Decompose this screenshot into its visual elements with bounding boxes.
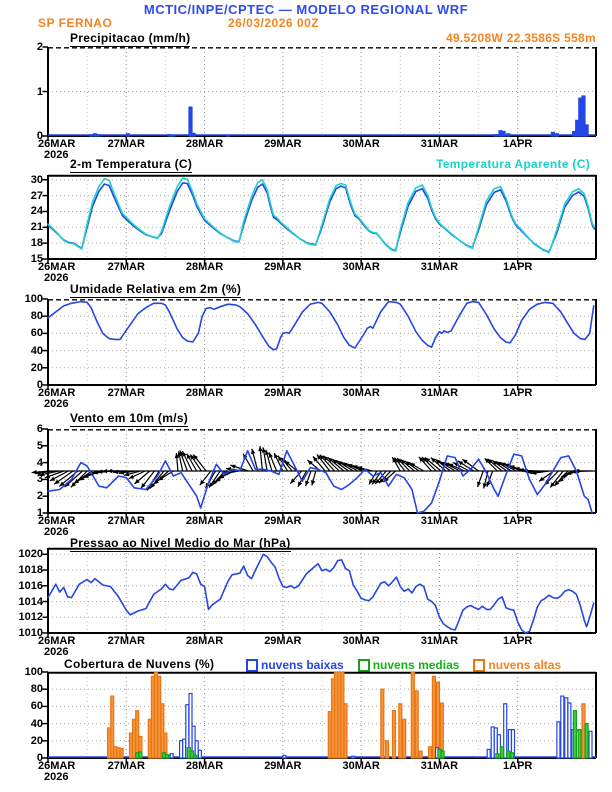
precipitation-y-tick-label: 0 bbox=[36, 130, 43, 142]
x-tick-label: 27MAR bbox=[107, 760, 145, 772]
x-tick-label: 26MAR bbox=[38, 261, 76, 273]
wind-10m-y-tick-label: 6 bbox=[36, 423, 43, 435]
relative-humidity-plot bbox=[40, 299, 600, 393]
x-tick-label: 31MAR bbox=[420, 387, 459, 399]
precipitation-y-tick-label: 2 bbox=[36, 41, 43, 53]
cloud-cover-y-tick-label: 80 bbox=[30, 683, 43, 696]
apparent-temperature-legend: Temperatura Aparente (C) bbox=[436, 157, 590, 171]
mslp-y-tick-label: 1016 bbox=[18, 579, 43, 592]
x-year-label: 2026 bbox=[44, 771, 69, 783]
high-clouds-swatch-icon bbox=[473, 659, 485, 672]
mid-clouds-swatch-icon bbox=[358, 659, 370, 672]
temperature-2m-y-tick-label: 24 bbox=[30, 205, 43, 218]
station-coordinates: 49.5208W 22.3586S 558m bbox=[445, 31, 596, 45]
humidity-title: Umidade Relativa em 2m (%) bbox=[70, 282, 242, 296]
x-tick-label: 28MAR bbox=[185, 387, 224, 399]
low-clouds-label: nuvens baixas bbox=[261, 658, 344, 672]
x-tick-label: 28MAR bbox=[185, 261, 224, 273]
x-tick-label: 31MAR bbox=[420, 760, 459, 772]
x-tick-label: 27MAR bbox=[107, 515, 145, 527]
mslp-y-tick-label: 1018 bbox=[18, 564, 43, 577]
wind-10m-y-tick-label: 4 bbox=[36, 456, 43, 469]
relative-humidity-y-tick-label: 100 bbox=[24, 293, 43, 305]
cloud-cover-y-tick-label: 60 bbox=[30, 700, 43, 713]
mslp-plot bbox=[40, 548, 600, 641]
legend-low-clouds bbox=[246, 658, 344, 672]
report-title: MCTIC/INPE/CPTEC — MODELO REGIONAL WRF bbox=[143, 2, 469, 17]
x-tick-label: 28MAR bbox=[185, 635, 224, 647]
legend-mid-clouds bbox=[358, 658, 460, 672]
x-tick-label: 1APR bbox=[503, 515, 533, 527]
x-year-label: 2026 bbox=[44, 149, 69, 161]
x-tick-label: 31MAR bbox=[420, 635, 459, 647]
cloud-legend bbox=[246, 658, 561, 672]
low-clouds-swatch-icon bbox=[246, 659, 258, 672]
wind-10m-y-tick-label: 5 bbox=[36, 439, 43, 452]
x-tick-label: 30MAR bbox=[342, 387, 380, 399]
x-tick-label: 29MAR bbox=[264, 387, 302, 399]
station-name: SP FERNAO bbox=[38, 16, 113, 30]
x-tick-label: 1APR bbox=[503, 635, 533, 647]
wind-10m-y-tick-label: 2 bbox=[36, 490, 43, 503]
cloud-cover-y-tick-label: 20 bbox=[30, 734, 43, 747]
temperature-2m-y-tick-label: 15 bbox=[30, 253, 43, 265]
temperature-2m-y-tick-label: 30 bbox=[30, 173, 43, 186]
cloud-cover-y-tick-label: 40 bbox=[30, 717, 43, 730]
x-tick-label: 30MAR bbox=[342, 138, 380, 150]
relative-humidity-y-tick-label: 80 bbox=[30, 310, 43, 323]
mid-clouds-label: nuvens medias bbox=[372, 658, 460, 672]
x-tick-label: 29MAR bbox=[264, 635, 302, 647]
precipitation-plot bbox=[40, 47, 600, 144]
x-tick-label: 1APR bbox=[503, 261, 533, 273]
x-tick-label: 30MAR bbox=[342, 261, 380, 273]
x-tick-label: 31MAR bbox=[420, 261, 459, 273]
relative-humidity-y-tick-label: 60 bbox=[30, 327, 43, 340]
mslp-y-tick-label: 1012 bbox=[18, 611, 43, 624]
cloud-cover-y-tick-label: 100 bbox=[24, 666, 43, 678]
mslp-y-tick-label: 1014 bbox=[18, 595, 43, 608]
x-tick-label: 27MAR bbox=[107, 261, 145, 273]
high-clouds-label: nuvens altas bbox=[488, 658, 562, 672]
x-tick-label: 28MAR bbox=[185, 515, 224, 527]
x-tick-label: 30MAR bbox=[342, 515, 380, 527]
x-tick-label: 30MAR bbox=[342, 635, 380, 647]
precipitation-y-tick-label: 1 bbox=[36, 85, 43, 98]
x-tick-label: 26MAR bbox=[38, 515, 76, 527]
x-tick-label: 27MAR bbox=[107, 387, 145, 399]
x-year-label: 2026 bbox=[44, 646, 69, 658]
temperature-2m-y-tick-label: 27 bbox=[30, 189, 43, 202]
model-run-datetime: 26/03/2026 00Z bbox=[228, 16, 320, 30]
wind-10m-y-tick-label: 3 bbox=[36, 473, 43, 486]
x-tick-label: 1APR bbox=[503, 760, 533, 772]
x-tick-label: 26MAR bbox=[38, 138, 76, 150]
x-year-label: 2026 bbox=[44, 526, 69, 538]
x-tick-label: 1APR bbox=[503, 387, 533, 399]
x-tick-label: 30MAR bbox=[342, 760, 380, 772]
mslp-y-tick-label: 1010 bbox=[18, 627, 43, 639]
relative-humidity-y-tick-label: 20 bbox=[30, 361, 43, 374]
temperature-2m-plot bbox=[40, 175, 600, 267]
relative-humidity-y-tick-label: 40 bbox=[30, 344, 43, 357]
cloud-cover-title: Cobertura de Nuvens (%) bbox=[64, 657, 215, 671]
x-tick-label: 28MAR bbox=[185, 760, 224, 772]
x-tick-label: 31MAR bbox=[420, 138, 459, 150]
precipitation-title: Precipitacao (mm/h) bbox=[70, 31, 191, 45]
wind-title: Vento em 10m (m/s) bbox=[70, 411, 189, 425]
x-tick-label: 31MAR bbox=[420, 515, 459, 527]
temperature-title: 2-m Temperatura (C) bbox=[70, 157, 193, 171]
x-tick-label: 29MAR bbox=[264, 261, 302, 273]
x-tick-label: 1APR bbox=[503, 138, 533, 150]
cloud-cover-y-tick-label: 0 bbox=[36, 752, 43, 764]
x-tick-label: 26MAR bbox=[38, 635, 76, 647]
x-year-label: 2026 bbox=[44, 398, 69, 410]
x-tick-label: 26MAR bbox=[38, 760, 76, 772]
temperature-2m-y-tick-label: 18 bbox=[30, 237, 43, 250]
x-tick-label: 29MAR bbox=[264, 760, 302, 772]
wind-10m-plot bbox=[40, 429, 600, 521]
x-tick-label: 27MAR bbox=[107, 635, 145, 647]
temperature-2m-y-tick-label: 21 bbox=[30, 221, 43, 234]
relative-humidity-y-tick-label: 0 bbox=[36, 379, 43, 391]
mslp-y-tick-label: 1020 bbox=[18, 548, 43, 561]
wind-10m-y-tick-label: 1 bbox=[36, 507, 43, 519]
x-year-label: 2026 bbox=[44, 272, 69, 284]
pressure-title: Pressao ao Nivel Medio do Mar (hPa) bbox=[70, 536, 291, 550]
cloud-cover-plot bbox=[40, 672, 600, 766]
x-tick-label: 29MAR bbox=[264, 515, 302, 527]
x-tick-label: 27MAR bbox=[107, 138, 145, 150]
x-tick-label: 28MAR bbox=[185, 138, 224, 150]
legend-high-clouds bbox=[473, 658, 561, 672]
x-tick-label: 26MAR bbox=[38, 387, 76, 399]
x-tick-label: 29MAR bbox=[264, 138, 302, 150]
